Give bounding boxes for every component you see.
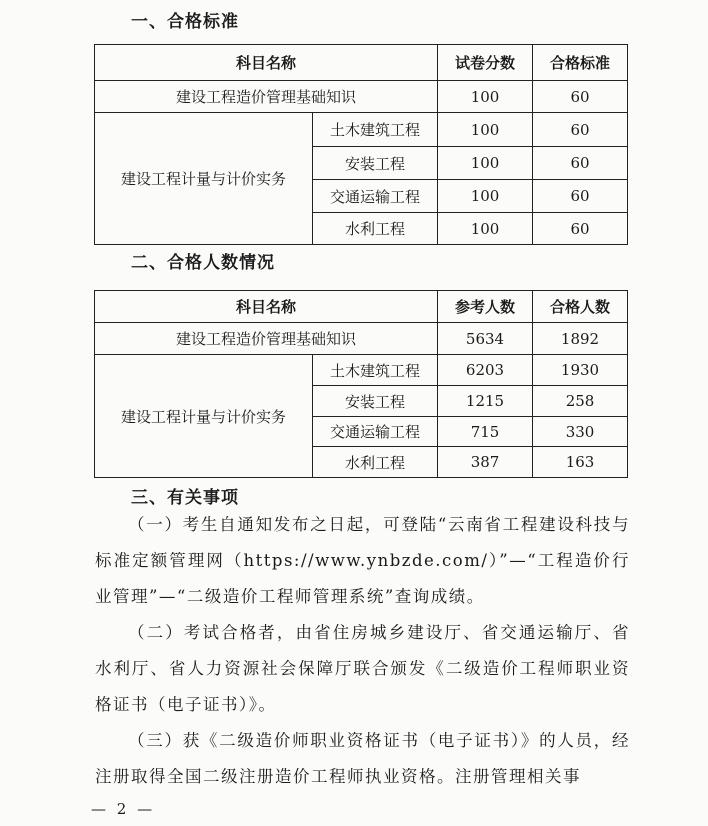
passed-cell: 1892 [533, 323, 628, 355]
header-score: 试卷分数 [438, 45, 533, 81]
passed-cell: 330 [533, 417, 628, 447]
pass-cell: 60 [533, 180, 628, 213]
examinees-cell: 715 [438, 417, 533, 447]
examinees-cell: 5634 [438, 323, 533, 355]
examinees-cell: 6203 [438, 355, 533, 386]
score-cell: 100 [438, 81, 533, 113]
header-examinees: 参考人数 [438, 291, 533, 323]
passed-cell: 163 [533, 447, 628, 478]
pass-cell: 60 [533, 81, 628, 113]
subject-cell: 建设工程造价管理基础知识 [95, 323, 438, 355]
header-subject: 科目名称 [95, 291, 438, 323]
section2-heading: 二、合格人数情况 [131, 253, 275, 273]
header-passed: 合格人数 [533, 291, 628, 323]
score-cell: 100 [438, 113, 533, 147]
sub-subject-cell: 土木建筑工程 [313, 113, 438, 147]
score-cell: 100 [438, 213, 533, 245]
examinees-cell: 387 [438, 447, 533, 478]
section3-heading: 三、有关事项 [131, 488, 239, 508]
pass-count-table [94, 290, 628, 478]
group-label-cell: 建设工程计量与计价实务 [95, 355, 313, 478]
group-label-cell: 建设工程计量与计价实务 [95, 113, 313, 245]
score-cell: 100 [438, 147, 533, 180]
score-cell: 100 [438, 180, 533, 213]
sub-subject-cell: 安装工程 [313, 147, 438, 180]
sub-subject-cell: 水利工程 [313, 213, 438, 245]
pass-cell: 60 [533, 213, 628, 245]
note-paragraph-3: （三）获《二级造价师职业资格证书（电子证书）》的人员，经注册取得全国二级注册造价工程师执业资格。注册管理相关事 [95, 731, 630, 786]
pass-cell: 60 [533, 113, 628, 147]
examinees-cell: 1215 [438, 386, 533, 417]
passed-cell: 258 [533, 386, 628, 417]
sub-subject-cell: 交通运输工程 [313, 180, 438, 213]
pass-standard-table [94, 44, 628, 245]
sub-subject-cell: 土木建筑工程 [313, 355, 438, 386]
sub-subject-cell: 交通运输工程 [313, 417, 438, 447]
header-pass: 合格标准 [533, 45, 628, 81]
page-number: — 2 — [91, 800, 156, 818]
section1-heading: 一、合格标准 [131, 12, 239, 32]
note-paragraph-1: （一）考生自通知发布之日起，可登陆“云南省工程建设科技与标准定额管理网（https://www.ynbzde.com/）”—“工程造价行业管理”—“二级造价工程师管理系统”查询成绩。 [95, 515, 630, 606]
subject-cell: 建设工程造价管理基础知识 [95, 81, 438, 113]
sub-subject-cell: 水利工程 [313, 447, 438, 478]
sub-subject-cell: 安装工程 [313, 386, 438, 417]
note-paragraph-2: （二）考试合格者，由省住房城乡建设厅、省交通运输厅、省水利厅、省人力资源社会保障厅联合颁发《二级造价工程师职业资格证书（电子证书）》。 [95, 623, 630, 714]
header-subject: 科目名称 [95, 45, 438, 81]
passed-cell: 1930 [533, 355, 628, 386]
notes-body [95, 507, 630, 795]
pass-cell: 60 [533, 147, 628, 180]
